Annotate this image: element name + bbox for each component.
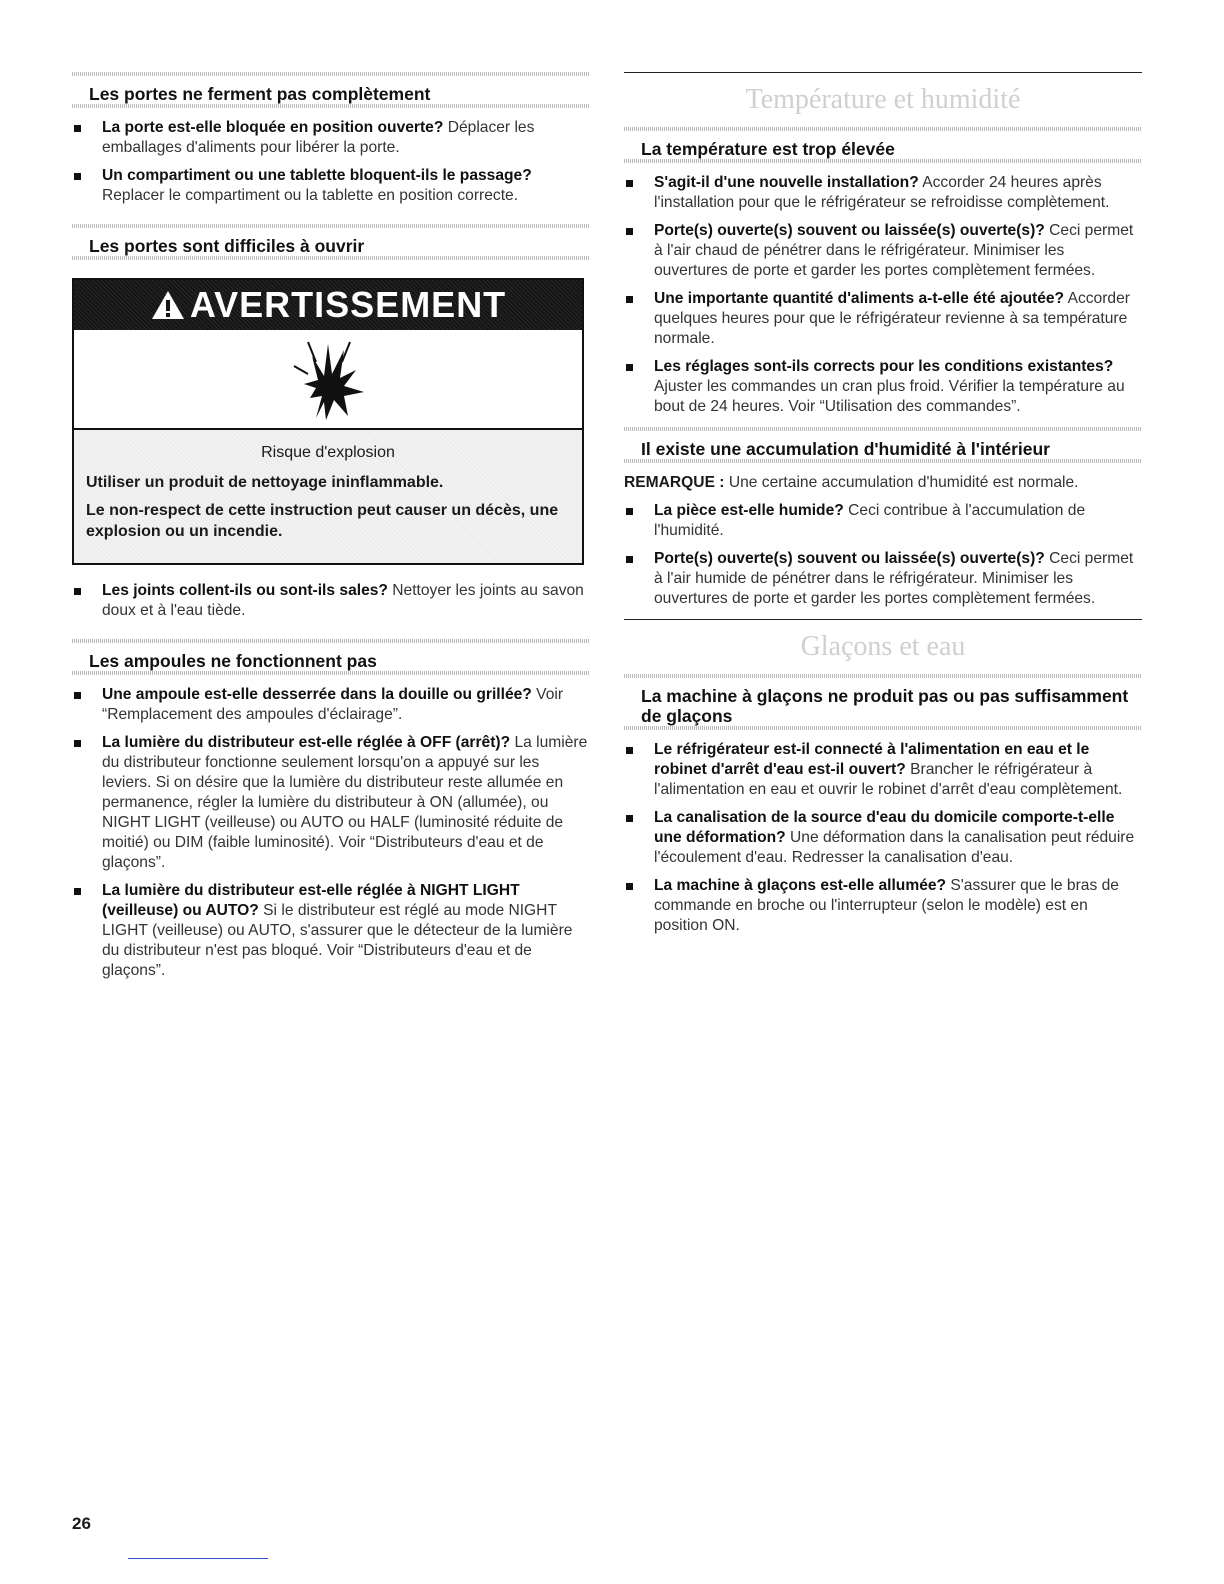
list-item: S'agit-il d'une nouvelle installation? Accorder 24 heures après l'installation pour que le réfrigérateur se refroidisse complètement.: [624, 173, 1142, 213]
list-item: La lumière du distributeur est-elle réglée à OFF (arrêt)? La lumière du distributeur fonctionne seulement lorsqu'on a appuyé sur les leviers. Si on désire que la lumière du distributeur reste allumée en permanence, régler la lumière du distributeur à ON (allumée), ou NIGHT LIGHT (veilleuse) ou AUTO ou HALF (luminosité réduite de moitié) ou DIM (faible luminosité). Voir “Distributeurs d'eau et de glaçons”.: [72, 733, 590, 873]
heading-doors-not-closing: Les portes ne ferment pas complètement: [72, 72, 590, 108]
warning-consequence: Le non-respect de cette instruction peut causer un décès, une explosion ou un incendie.: [86, 502, 559, 540]
list-item: La canalisation de la source d'eau du domicile comporte-t-elle une déformation? Une déformation dans la canalisation peut réduire l'écoulement d'eau. Redresser la canalisation d'eau.: [624, 808, 1142, 868]
section-rule: [624, 619, 1142, 620]
list-item: Une ampoule est-elle desserrée dans la douille ou grillée? Voir “Remplacement des ampoules d'éclairage”.: [72, 685, 590, 725]
page-number: 26: [72, 1514, 91, 1533]
heading-doors-hard-to-open: Les portes sont difficiles à ouvrir: [72, 224, 590, 260]
warning-box: [72, 278, 584, 565]
list-item: La machine à glaçons est-elle allumée? S'assurer que le bras de commande en broche ou l'interrupteur (selon le modèle) est en position ON.: [624, 876, 1142, 936]
left-column: [72, 72, 590, 989]
note: REMARQUE : Une certaine accumulation d'humidité est normale.: [624, 474, 1079, 491]
warning-triangle-icon: [150, 289, 186, 321]
list-item: La pièce est-elle humide? Ceci contribue à l'accumulation de l'humidité.: [624, 501, 1142, 541]
right-column: [624, 72, 1142, 944]
explosion-icon: [286, 336, 370, 422]
list-item: Les réglages sont-ils corrects pour les conditions existantes? Ajuster les commandes un cran plus froid. Vérifier la température au bout de 24 heures. Voir “Utilisation des commandes”.: [624, 357, 1142, 417]
section-rule: [624, 72, 1142, 73]
heading-bulbs-not-working: Les ampoules ne fonctionnent pas: [72, 639, 590, 675]
section-title-ice-water: Glaçons et eau: [800, 631, 966, 662]
warning-body: [74, 430, 582, 563]
list-item: La porte est-elle bloquée en position ouverte? Déplacer les emballages d'aliments pour libérer la porte.: [72, 118, 590, 158]
list-item: Une importante quantité d'aliments a-t-elle été ajoutée? Accorder quelques heures pour que le réfrigérateur revienne à sa température normale.: [624, 289, 1142, 349]
warning-header: [74, 280, 582, 330]
list-item: Porte(s) ouverte(s) souvent ou laissée(s) ouverte(s)? Ceci permet à l'air humide de pénétrer dans le réfrigérateur. Minimiser les ouvertures de porte et garder les portes complètement fermées.: [624, 549, 1142, 609]
footer-rule: [128, 1558, 268, 1559]
heading-ice-maker: La machine à glaçons ne produit pas ou pas suffisamment de glaçons: [624, 674, 1142, 730]
list-item: Le réfrigérateur est-il connecté à l'alimentation en eau et le robinet d'arrêt d'eau est-il ouvert? Brancher le réfrigérateur à l'alimentation en eau et ouvrir le robinet d'arrêt d'eau complètement.: [624, 740, 1142, 800]
warning-title: AVERTISSEMENT: [189, 284, 507, 325]
list-item: Porte(s) ouverte(s) souvent ou laissée(s) ouverte(s)? Ceci permet à l'air chaud de pénétrer dans le réfrigérateur. Minimiser les ouvertures de porte et garder les portes complètement fermées.: [624, 221, 1142, 281]
section-title-temperature: Température et humidité: [745, 84, 1021, 115]
warning-picture: [74, 330, 582, 430]
warning-risk: Risque d'explosion: [261, 444, 395, 461]
warning-instruction: Utiliser un produit de nettoyage ininflammable.: [86, 474, 444, 491]
list-item: Un compartiment ou une tablette bloquent-ils le passage? Replacer le compartiment ou la tablette en position correcte.: [72, 166, 590, 206]
list-item: Les joints collent-ils ou sont-ils sales? Nettoyer les joints au savon doux et à l'eau tiède.: [72, 581, 590, 621]
heading-humidity-buildup: Il existe une accumulation d'humidité à l'intérieur: [624, 427, 1142, 463]
heading-temperature-too-high: La température est trop élevée: [624, 127, 1142, 163]
list-item: La lumière du distributeur est-elle réglée à NIGHT LIGHT (veilleuse) ou AUTO? Si le distributeur est réglé au mode NIGHT LIGHT (veilleuse) ou AUTO, s'assurer que le détecteur de la lumière du distributeur n'est pas bloqué. Voir “Distributeurs d'eau et de glaçons”.: [72, 881, 590, 981]
